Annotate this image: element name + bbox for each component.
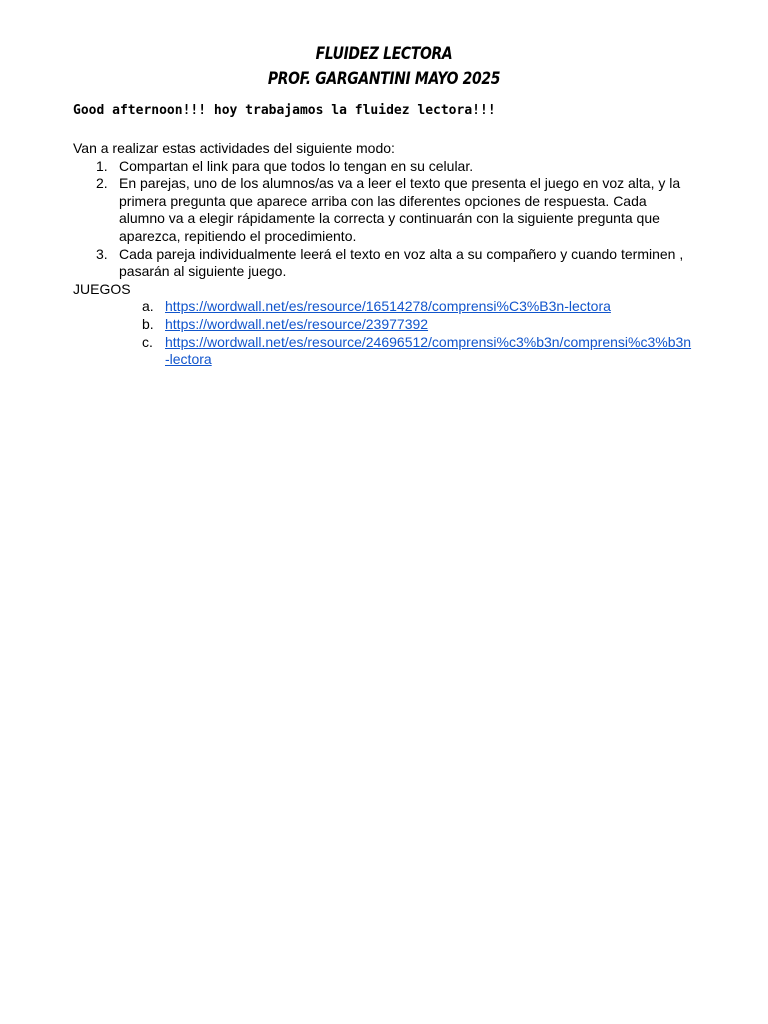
step-item <box>73 175 695 245</box>
step-number: 3. <box>96 245 108 262</box>
step-text: Compartan el link para que todos lo tengan en su celular. <box>119 157 474 174</box>
title-line-2: PROF. GARGANTINI MAYO 2025 <box>267 69 501 89</box>
game-link-c[interactable]: https://wordwall.net/es/resource/24696512/comprensi%c3%b3n/comprensi%c3%b3n-lectora <box>165 333 692 368</box>
steps-list <box>73 158 695 281</box>
intro-text: Van a realizar estas actividades del siguiente modo: <box>73 140 395 156</box>
game-item <box>73 334 695 369</box>
step-text: Cada pareja individualmente leerá el texto en voz alta a su compañero y cuando terminen , pasarán al siguiente juego. <box>119 245 684 280</box>
game-item <box>73 298 695 316</box>
step-item <box>73 158 695 176</box>
step-number: 2. <box>96 175 108 192</box>
game-item <box>73 316 695 334</box>
step-text: En parejas, uno de los alumnos/as va a leer el texto que presenta el juego en voz alta, y la primera pregunta que aparece arriba con las diferentes opciones de respuesta. Cada alumno va a elegir rápidamente la correcta y continuarán con la siguiente pregunta que aparezca, repitiendo el procedimiento. <box>119 175 681 244</box>
game-link-b[interactable]: https://wordwall.net/es/resource/23977392 <box>165 315 429 332</box>
document-title <box>73 42 695 92</box>
document-page <box>73 42 695 369</box>
game-link-a[interactable]: https://wordwall.net/es/resource/16514278/comprensi%C3%B3n-lectora <box>165 298 611 315</box>
games-list <box>73 298 695 368</box>
step-item <box>73 246 695 281</box>
title-line-1: FLUIDEZ LECTORA <box>315 44 453 64</box>
game-letter: c. <box>142 333 153 350</box>
games-heading: JUEGOS <box>73 280 131 297</box>
greeting-text: Good afternoon!!! hoy trabajamos la fluidez lectora!!! <box>73 103 496 118</box>
game-letter: b. <box>142 315 154 332</box>
game-letter: a. <box>142 298 154 315</box>
step-number: 1. <box>96 157 108 174</box>
